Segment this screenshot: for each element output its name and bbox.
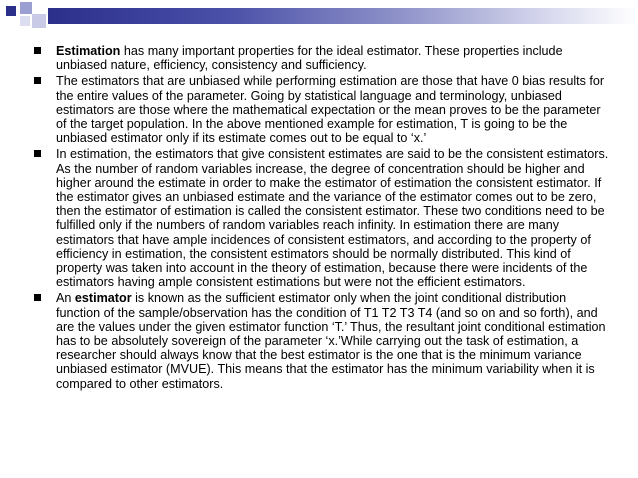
decor-square-light [32, 14, 46, 28]
square-bullet-icon [34, 47, 41, 54]
square-bullet-icon [34, 294, 41, 301]
bullet-item [32, 147, 612, 289]
bullet-text: The estimators that are unbiased while performing estimation are those that have 0 bias results for the entire values of the parameter. Going by statistical language and terminology, unbiased estimators are those where the mathematical expectation or the mean proves to be the parameter of the target population. In the above mentioned example for estimation, T is going to be the unbiased estimator only if its estimate comes out to be equal to ‘x.’ [56, 74, 605, 146]
square-bullet-icon [34, 77, 41, 84]
bullet-bold-term: Estimation [56, 44, 121, 58]
bullet-text: has many important properties for the ideal estimator. These properties include unbiased nature, efficiency, consistency and sufficiency. [56, 44, 563, 73]
bullet-item [32, 291, 612, 390]
header-gradient-bar [48, 8, 638, 24]
bullet-text: is known as the sufficient estimator only when the joint conditional distribution function of the sample/observation has the condition of T1 T2 T3 T4 (and so on and so forth), and are the values under the given estimator function ‘T.’ Thus, the resultant joint conditional estimation has to be absolutely sovereign of the parameter ‘x.’While carrying out the task of estimation, a researcher should always know that the best estimator is the one that is the minimum variance unbiased estimator (MVUE). This means that the estimator has the minimum variability when it is compared to other estimators. [56, 291, 606, 391]
slide-content [32, 44, 612, 393]
decor-square-mid [20, 2, 32, 14]
decor-square-small [20, 16, 30, 26]
square-bullet-icon [34, 150, 41, 157]
bullet-item [32, 74, 612, 145]
bullet-list [32, 44, 612, 391]
decor-square-dark [6, 6, 16, 16]
bullet-item [32, 44, 612, 72]
bullet-prefix: An [56, 291, 75, 306]
bullet-bold-term: estimator [74, 291, 132, 306]
bullet-text: In estimation, the estimators that give consistent estimates are said to be the consistent estimators. As the number of random variables increase, the degree of concentration should be higher and higher around the estimate in order to make the estimator of estimation the consistent estimator. If the estimator gives an unbiased estimate and the variance of the estimator comes out to be zero, then the estimator of estimation is called the consistent estimator. These two conditions need to be fulfilled only if the numbers of random variables reach infinity. In estimation there are many estimators that have ample incidences of consistent estimators, and according to the property of efficiency in estimation, the consistent estimators should be normally distributed. This kind of property was taken into account in the theory of estimation, because there were incidents of the estimators having ample consistent estimations but were not the efficient estimators. [56, 147, 609, 290]
slide-header-decoration [0, 0, 638, 30]
